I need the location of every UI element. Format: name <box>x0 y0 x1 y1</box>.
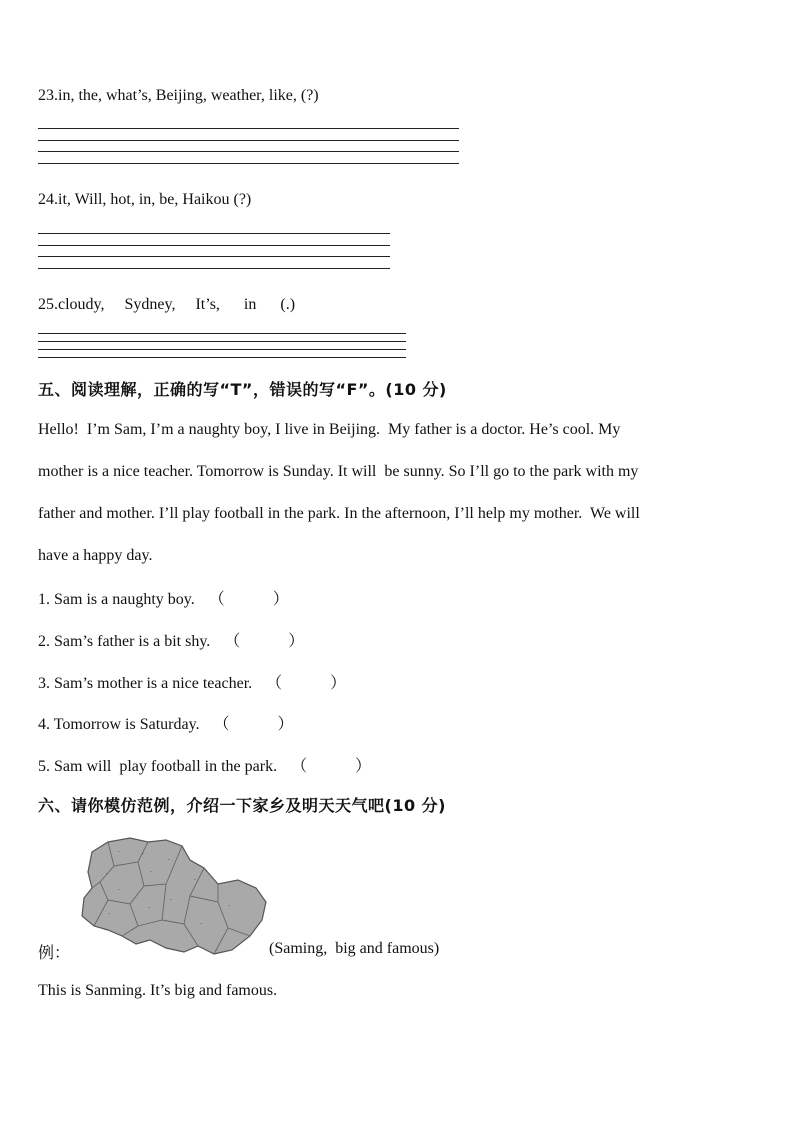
svg-text:·: · <box>142 851 144 858</box>
answer-lines-24[interactable] <box>38 233 390 278</box>
svg-text:·: · <box>148 905 150 912</box>
question-23 <box>38 87 319 105</box>
example-sentence: This is Sanming. It’s big and famous. <box>38 982 278 999</box>
answer-line <box>38 140 459 141</box>
tf-item-4 <box>38 711 294 734</box>
answer-line <box>38 163 459 164</box>
svg-text:·: · <box>150 869 152 876</box>
reading-passage <box>38 409 758 577</box>
question-words: cloudy, Sydney, It’s, in (.) <box>58 296 296 313</box>
section-5-heading: 五、阅读理解，正确的写“T”，错误的写“F”。(10 分) <box>38 380 447 399</box>
question-24 <box>38 191 251 209</box>
passage-line: father and mother. I’ll play football in the park. In the afternoon, I’ll help my mother. We will <box>38 505 640 522</box>
svg-text:·: · <box>106 871 108 878</box>
answer-line <box>38 357 406 358</box>
answer-line <box>38 268 390 269</box>
answer-blank[interactable]: （ ） <box>213 716 294 733</box>
tf-statement: 3. Sam’s mother is a nice teacher. <box>38 675 253 692</box>
answer-line <box>38 349 406 350</box>
svg-text:·: · <box>118 849 120 856</box>
answer-line <box>38 341 406 342</box>
answer-line <box>38 151 459 152</box>
tf-statement: 2. Sam’s father is a bit shy. <box>38 633 211 650</box>
question-words: in, the, what’s, Beijing, weather, like, (?) <box>58 87 319 104</box>
example-label: 例： <box>38 945 71 962</box>
svg-text:·: · <box>200 921 202 928</box>
sanming-map-image <box>78 832 270 963</box>
svg-text:·: · <box>118 887 120 894</box>
tf-item-5 <box>38 753 371 776</box>
tf-item-3 <box>38 670 346 693</box>
svg-text:·: · <box>228 903 230 910</box>
answer-blank[interactable]: （ ） <box>266 675 347 692</box>
svg-text:·: · <box>168 857 170 864</box>
passage-line: Hello! I’m Sam, I’m a naughty boy, I live in Beijing. My father is a doctor. He’s cool. My <box>38 421 621 438</box>
question-number: 24. <box>38 191 58 208</box>
tf-item-2 <box>38 628 304 651</box>
answer-lines-25[interactable] <box>38 333 406 367</box>
question-words: it, Will, hot, in, be, Haikou (?) <box>58 191 252 208</box>
svg-text:·: · <box>108 911 110 918</box>
question-number: 23. <box>38 87 58 104</box>
tf-statement: 4. Tomorrow is Saturday. <box>38 716 200 733</box>
example-hint: (Saming, big and famous) <box>269 940 440 957</box>
question-number: 25. <box>38 296 58 313</box>
answer-blank[interactable]: （ ） <box>224 633 305 650</box>
answer-lines-23[interactable] <box>38 128 459 173</box>
section-6-heading: 六、请你模仿范例，介绍一下家乡及明天天气吧(10 分) <box>38 796 446 815</box>
passage-line: have a happy day. <box>38 547 153 564</box>
tf-item-1 <box>38 586 289 609</box>
answer-blank[interactable]: （ ） <box>208 591 289 608</box>
answer-line <box>38 333 406 334</box>
passage-line: mother is a nice teacher. Tomorrow is Sunday. It will be sunny. So I’ll go to the park with my <box>38 463 639 480</box>
svg-text:·: · <box>170 897 172 904</box>
question-25 <box>38 296 295 314</box>
answer-line <box>38 245 390 246</box>
tf-statement: 5. Sam will play football in the park. <box>38 758 278 775</box>
answer-line <box>38 128 459 129</box>
svg-text:·: · <box>194 877 196 884</box>
answer-line <box>38 256 390 257</box>
answer-blank[interactable]: （ ） <box>291 758 372 775</box>
tf-statement: 1. Sam is a naughty boy. <box>38 591 195 608</box>
answer-line <box>38 233 390 234</box>
